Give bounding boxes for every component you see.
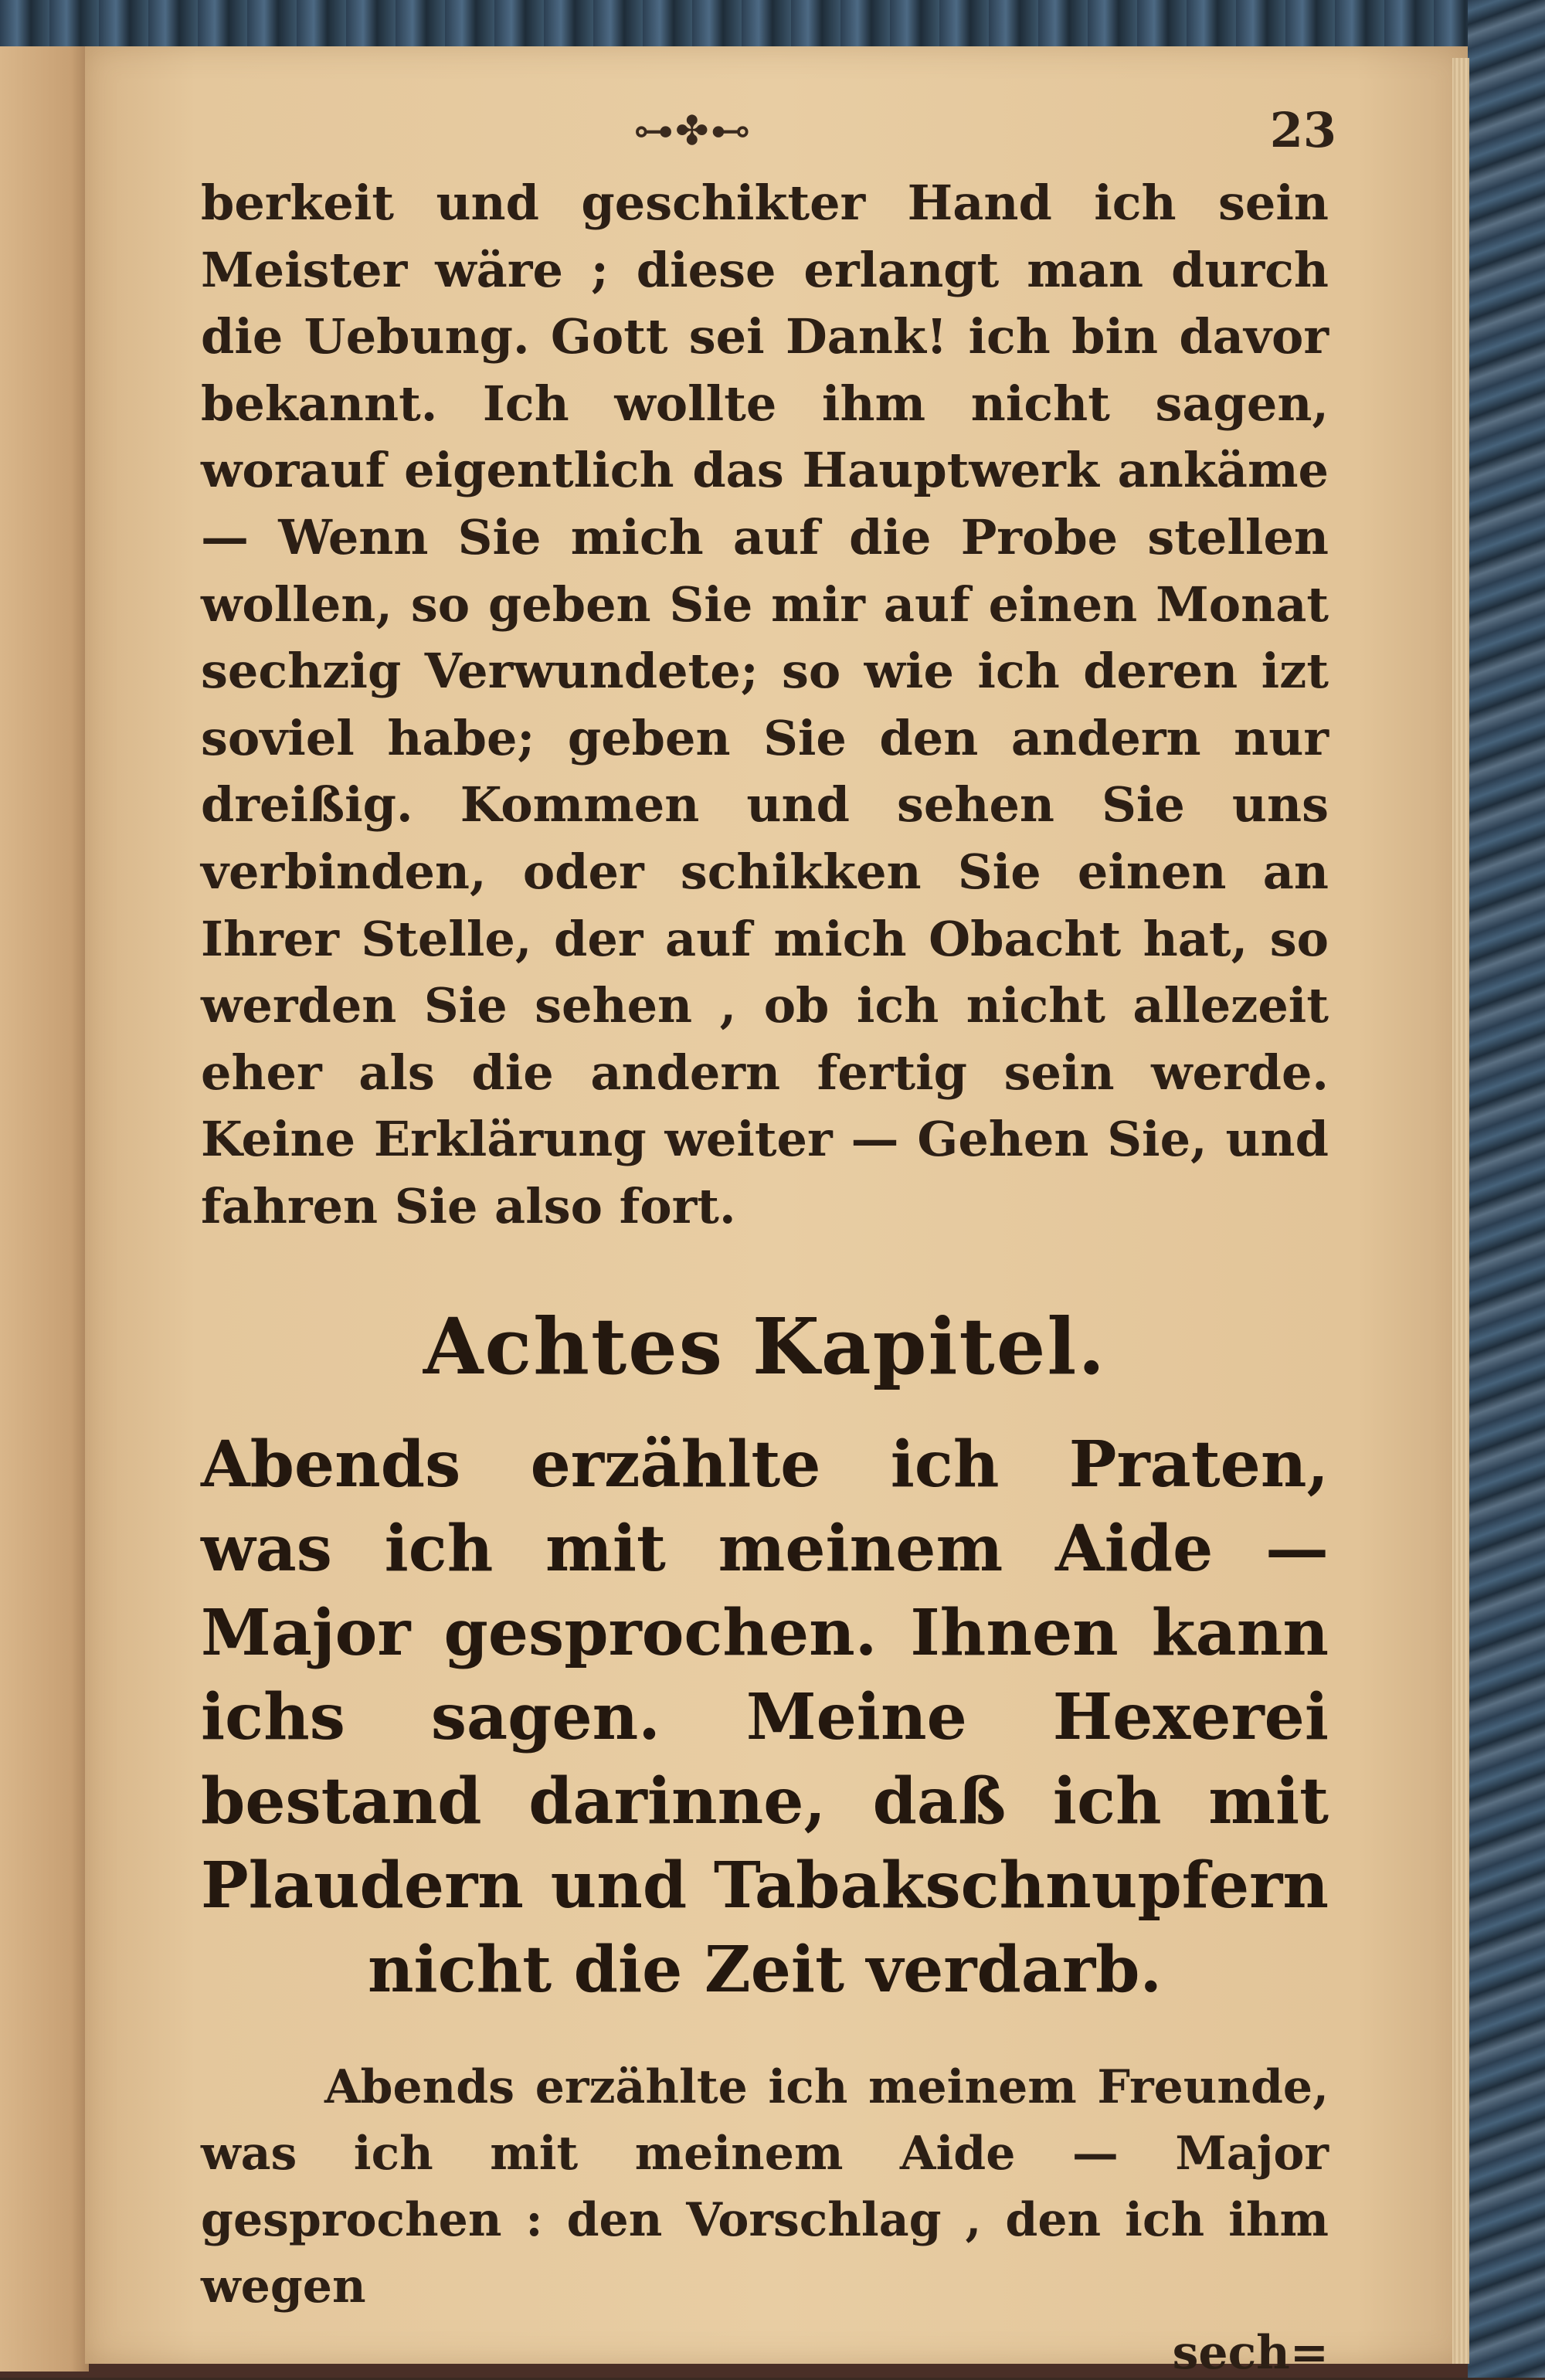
facing-page-edge xyxy=(0,46,89,2372)
chapter-summary: Abends erzählte ich Praten, was ich mit meinem Aide — Major gesprochen. Ihnen kann ichs sagen. Meine Hexerei bestand darinne, daß ich mit Plaudern und Tabakschnupfern nicht die Zeit verdarb. xyxy=(201,1427,1329,2007)
paragraph-1: berkeit und geschikter Hand ich sein Meister wäre ; diese erlangt man durch die Uebung. Gott sei Dank! ich bin davor bekannt. Ich wollte ihm nicht sagen, worauf eigentlich das Hauptwerk ankäme — Wenn Sie mich auf die Probe stellen wollen, so geben Sie mir auf einen Monat sechzig Verwundete; so wie ich deren izt soviel habe; geben Sie den andern nur dreißig. Kommen und sehen Sie uns verbinden, oder schikken Sie einen an Ihrer Stelle, der auf mich Obacht hat, so werden Sie sehen , ob ich nicht allezeit eher als die andern fertig sein werde. Keine Erklärung weiter — Gehen Sie, und fahren Sie also fort. xyxy=(201,175,1329,1234)
page-stack-edge xyxy=(1452,58,1469,2364)
page-content xyxy=(201,85,1336,2380)
catchword: sech= xyxy=(1172,2325,1329,2380)
chapter-title: Achtes Kapitel. xyxy=(423,1300,1107,1392)
paragraph-2: Abends erzählte ich meinem Freunde, was ich mit meinem Aide — Major gesprochen : den Vorschlag , den ich ihm wegen xyxy=(201,2059,1329,2314)
page-header xyxy=(201,85,1336,170)
page-number: 23 xyxy=(1269,102,1336,158)
marbled-binding-edge xyxy=(1468,0,1545,2378)
header-ornament: ⊶✤⊷ xyxy=(633,108,752,154)
